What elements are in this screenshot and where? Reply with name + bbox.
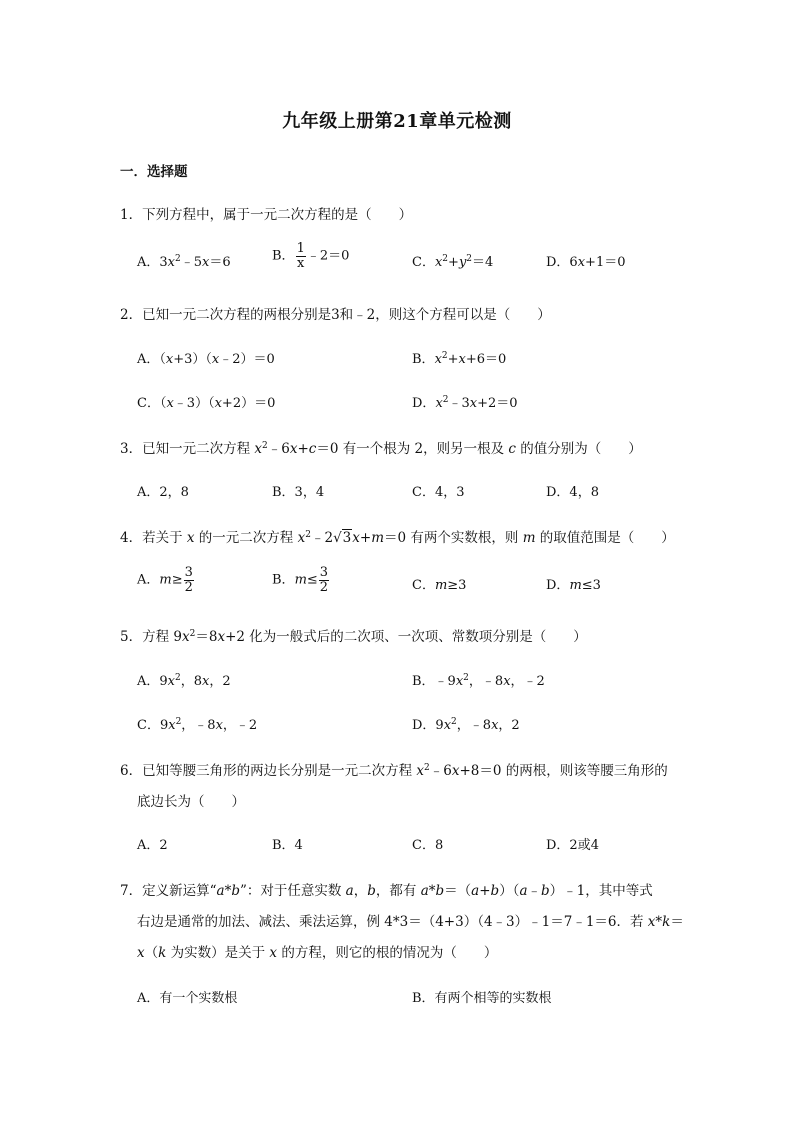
option-4b[interactable]: B．m≤ $\frac{3}{2}$ (272, 565, 329, 595)
option-6a[interactable]: A．2 (137, 838, 168, 853)
question-7-line-3: x（k 为实数）是关于 x 的方程，则它的根的情况为（ ） (137, 945, 498, 961)
option-2d[interactable]: D．$x^2﹣3x+2=0$ (412, 395, 518, 411)
option-7a[interactable]: A．有一个实数根 (137, 991, 238, 1006)
fraction: $\frac{3}{2}$ (319, 565, 329, 595)
option-1c[interactable]: C．$x^2+y^2=4$ (412, 254, 494, 270)
option-3a[interactable]: A．2，8 (137, 485, 189, 500)
question-4: 4．若关于 x 的一元二次方程 $x^2﹣2√3x+m=0$ 有两个实数根，则 m 的取值范围是（ ） (120, 530, 675, 546)
option-4d[interactable]: D．m≤3 (546, 578, 601, 593)
option-6c[interactable]: C．8 (412, 838, 444, 853)
option-5a[interactable]: A．$9x^2$，8x，2 (137, 673, 231, 689)
option-6d[interactable]: D．2或4 (546, 838, 599, 853)
option-7b[interactable]: B．有两个相等的实数根 (412, 991, 552, 1006)
question-6-line-2: 底边长为（ ） (137, 794, 245, 810)
option-1b[interactable]: B． $\frac{1}{x}$ ﹣2＝0 (272, 241, 350, 271)
option-4a[interactable]: A．m≥ $\frac{3}{2}$ (137, 565, 193, 595)
question-2 (120, 303, 551, 323)
fraction: $\frac{3}{2}$ (184, 565, 193, 595)
option-4c[interactable]: C．m≥3 (412, 578, 467, 593)
question-7-line-2: 右边是通常的加法、减法、乘法运算，例 4*3＝（4+3）（4﹣3）﹣1＝7﹣1＝6．若 x*k＝ (137, 914, 684, 930)
option-2a[interactable]: A．（x+3）（x﹣2）＝0 (137, 352, 275, 367)
option-1d[interactable]: D．6x+1＝0 (546, 255, 626, 270)
option-2b[interactable]: B．$x^2+x+6=0$ (412, 351, 507, 367)
sqrt-sign: √ (333, 530, 342, 546)
question-3: 3．已知一元二次方程 $x^2﹣6x+c=0$ 有一个根为 2，则另一根及 c 的值分别为（ ） (120, 441, 642, 457)
option-3b[interactable]: B．3，4 (272, 485, 325, 500)
option-5c[interactable]: C．$9x^2$，﹣8x，﹣2 (137, 717, 258, 733)
option-3d[interactable]: D．4，8 (546, 485, 599, 500)
question-7-line-1: 7．定义新运算“a*b”：对于任意实数 a，b，都有 a*b＝（a+b）（a﹣b）﹣1，其中等式 (120, 883, 653, 899)
question-number: 2． (120, 307, 143, 323)
option-3c[interactable]: C．4，3 (412, 485, 465, 500)
question-text: 下列方程中，属于一元二次方程的是（ ） (142, 207, 413, 223)
option-2c[interactable]: C．（x﹣3）（x+2）＝0 (137, 396, 276, 411)
page-title: 九年级上册第21章单元检测 (282, 111, 512, 132)
option-1a[interactable]: A．$3x^2﹣5x=6$ (137, 254, 231, 270)
question-text: 已知一元二次方程的两根分别是3和﹣2，则这个方程可以是（ ） (142, 307, 551, 323)
question-number: 1． (120, 207, 143, 223)
question-1 (120, 203, 412, 223)
question-5: 5．方程 $9x^2=8x+2$ 化为一般式后的二次项、一次项、常数项分别是（ ） (120, 629, 587, 645)
option-6b[interactable]: B．4 (272, 838, 303, 853)
option-5b[interactable]: B．$﹣9x^2$，﹣8x，﹣2 (412, 673, 545, 689)
fraction: $\frac{1}{x}$ (296, 241, 305, 271)
section-heading: 一．选择题 (120, 164, 188, 180)
question-6-line-1: 6．已知等腰三角形的两边长分别是一元二次方程 $x^2﹣6x+8=0$ 的两根，则该等腰三角形的 (120, 763, 668, 779)
option-5d[interactable]: D．$9x^2$，﹣8x，2 (412, 717, 520, 733)
